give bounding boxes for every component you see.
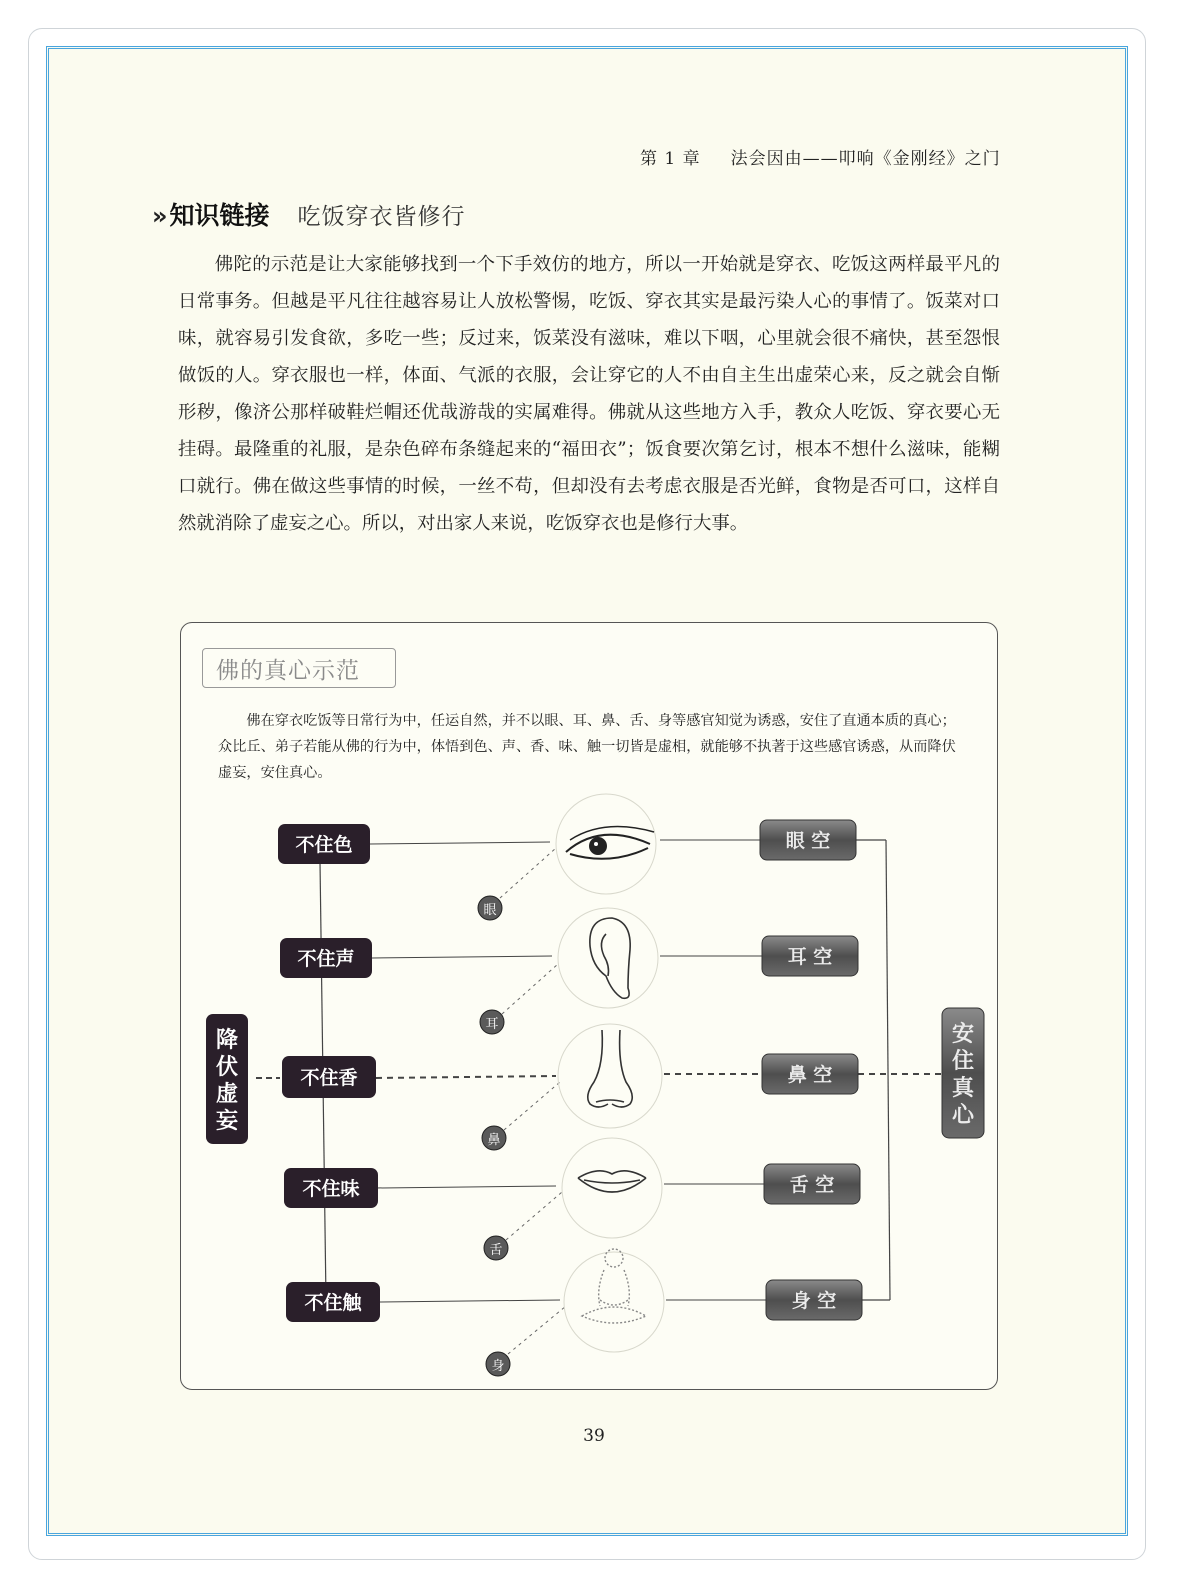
page-number: 39 — [583, 1426, 605, 1446]
right-box-3 — [764, 1164, 860, 1204]
organ-badge-2 — [482, 1126, 506, 1150]
right-vertical-label — [942, 1008, 984, 1138]
organ-badge-3 — [484, 1236, 508, 1260]
right-box-4 — [766, 1280, 862, 1320]
nose-icon — [588, 1030, 633, 1107]
diagonal-line-3 — [506, 1192, 562, 1240]
svg-text:身: 身 — [491, 1359, 505, 1374]
svg-text:降: 降 — [215, 1028, 239, 1053]
left-vertical-label — [206, 1014, 248, 1144]
left-box-label: 不住触 — [304, 1292, 362, 1314]
diagonal-line-0 — [500, 848, 556, 898]
left-box-2 — [282, 1056, 376, 1098]
organ-badge-0 — [478, 896, 502, 920]
svg-text:鼻: 鼻 — [487, 1133, 501, 1148]
chapter-title: 法会因由——叩响《金刚经》之门 — [730, 149, 1001, 169]
right-box-label: 身 空 — [791, 1290, 837, 1312]
svg-text:心: 心 — [951, 1103, 975, 1128]
left-box-0 — [278, 824, 370, 864]
left-box-3 — [284, 1168, 378, 1208]
right-box-label: 舌 空 — [789, 1174, 835, 1196]
right-connector-line — [886, 840, 890, 1300]
row-line-0 — [370, 840, 760, 844]
diagram-description: 佛在穿衣吃饭等日常行为中，任运自然，并不以眼、耳、鼻、舌、身等感官知觉为诱惑，安住了直通本质的真心；众比丘、弟子若能从佛的行为中，体悟到色、声、香、味、触一切皆是虚相，就能够不执著于这些感官诱惑，从而降伏虚妄，安住真心。 — [218, 713, 956, 781]
diagonal-line-4 — [508, 1306, 566, 1354]
row-line-1 — [372, 956, 762, 958]
svg-text:真: 真 — [951, 1076, 975, 1101]
organ-badge-1 — [480, 1010, 504, 1034]
chapter-number: 第 1 章 — [640, 149, 701, 169]
left-box-label: 不住声 — [297, 948, 355, 970]
left-box-label: 不住味 — [302, 1178, 360, 1200]
right-box-1 — [762, 936, 858, 976]
right-box-label: 鼻 空 — [787, 1064, 833, 1086]
organ-circle-3 — [562, 1138, 662, 1238]
left-box-4 — [286, 1282, 380, 1322]
meditating-figure-icon — [582, 1249, 646, 1323]
body-paragraph: 佛陀的示范是让大家能够找到一个下手效仿的地方，所以一开始就是穿衣、吃饭这两样最平凡的日常事务。但越是平凡往往越容易让人放松警惕，吃饭、穿衣其实是最污染人心的事情了。饭菜对口味，就容易引发食欲，多吃一些；反过来，饭菜没有滋味，难以下咽，心里就会很不痛快，甚至怨恨做饭的人。穿衣服也一样，体面、气派的衣服，会让穿它的人不由自主生出虚荣心来，反之就会自惭形秽，像济公那样破鞋烂帽还优哉游哉的实属难得。佛就从这些地方入手，教众人吃饭、穿衣要心无挂碍。最隆重的礼服，是杂色碎布条缝起来的“福田衣”；饭食要次第乞讨，根本不想什么滋味，能糊口就行。佛在做这些事情的时候，一丝不苟，但却没有去考虑衣服是否光鲜，食物是否可口，这样自然就消除了虚妄之心。所以，对出家人来说，吃饭穿衣也是修行大事。 — [178, 254, 1000, 534]
left-box-1 — [280, 938, 372, 978]
right-box-0 — [760, 820, 856, 860]
svg-text:耳: 耳 — [485, 1017, 499, 1032]
mouth-icon — [578, 1171, 646, 1192]
svg-text:舌: 舌 — [489, 1243, 503, 1258]
organ-badge-4 — [486, 1352, 510, 1376]
diagonal-line-1 — [502, 964, 558, 1014]
organ-circle-2 — [558, 1024, 662, 1128]
row-line-4 — [378, 1300, 766, 1302]
svg-text:安: 安 — [951, 1022, 975, 1047]
organ-circle-1 — [558, 908, 658, 1008]
left-box-label: 不住色 — [295, 834, 353, 856]
svg-text:眼: 眼 — [483, 903, 497, 918]
left-box-label: 不住香 — [300, 1067, 358, 1089]
organ-circle-4 — [564, 1252, 664, 1352]
svg-text:伏: 伏 — [215, 1055, 239, 1080]
diagonal-line-2 — [504, 1082, 560, 1130]
diagram-title: 佛的真心示范 — [216, 658, 360, 684]
right-box-label: 耳 空 — [787, 946, 833, 968]
right-box-2 — [762, 1054, 858, 1094]
eye-icon — [566, 827, 654, 859]
svg-text:住: 住 — [951, 1049, 975, 1074]
svg-text:妄: 妄 — [215, 1109, 239, 1134]
row-line-3 — [376, 1184, 764, 1188]
svg-text:虚: 虚 — [215, 1082, 239, 1107]
double-chevron-icon: » — [152, 202, 168, 230]
right-box-label: 眼 空 — [785, 830, 831, 852]
ear-icon — [590, 918, 630, 998]
section-subtitle: 吃饭穿衣皆修行 — [297, 204, 466, 230]
section-label: 知识链接 — [169, 201, 270, 230]
